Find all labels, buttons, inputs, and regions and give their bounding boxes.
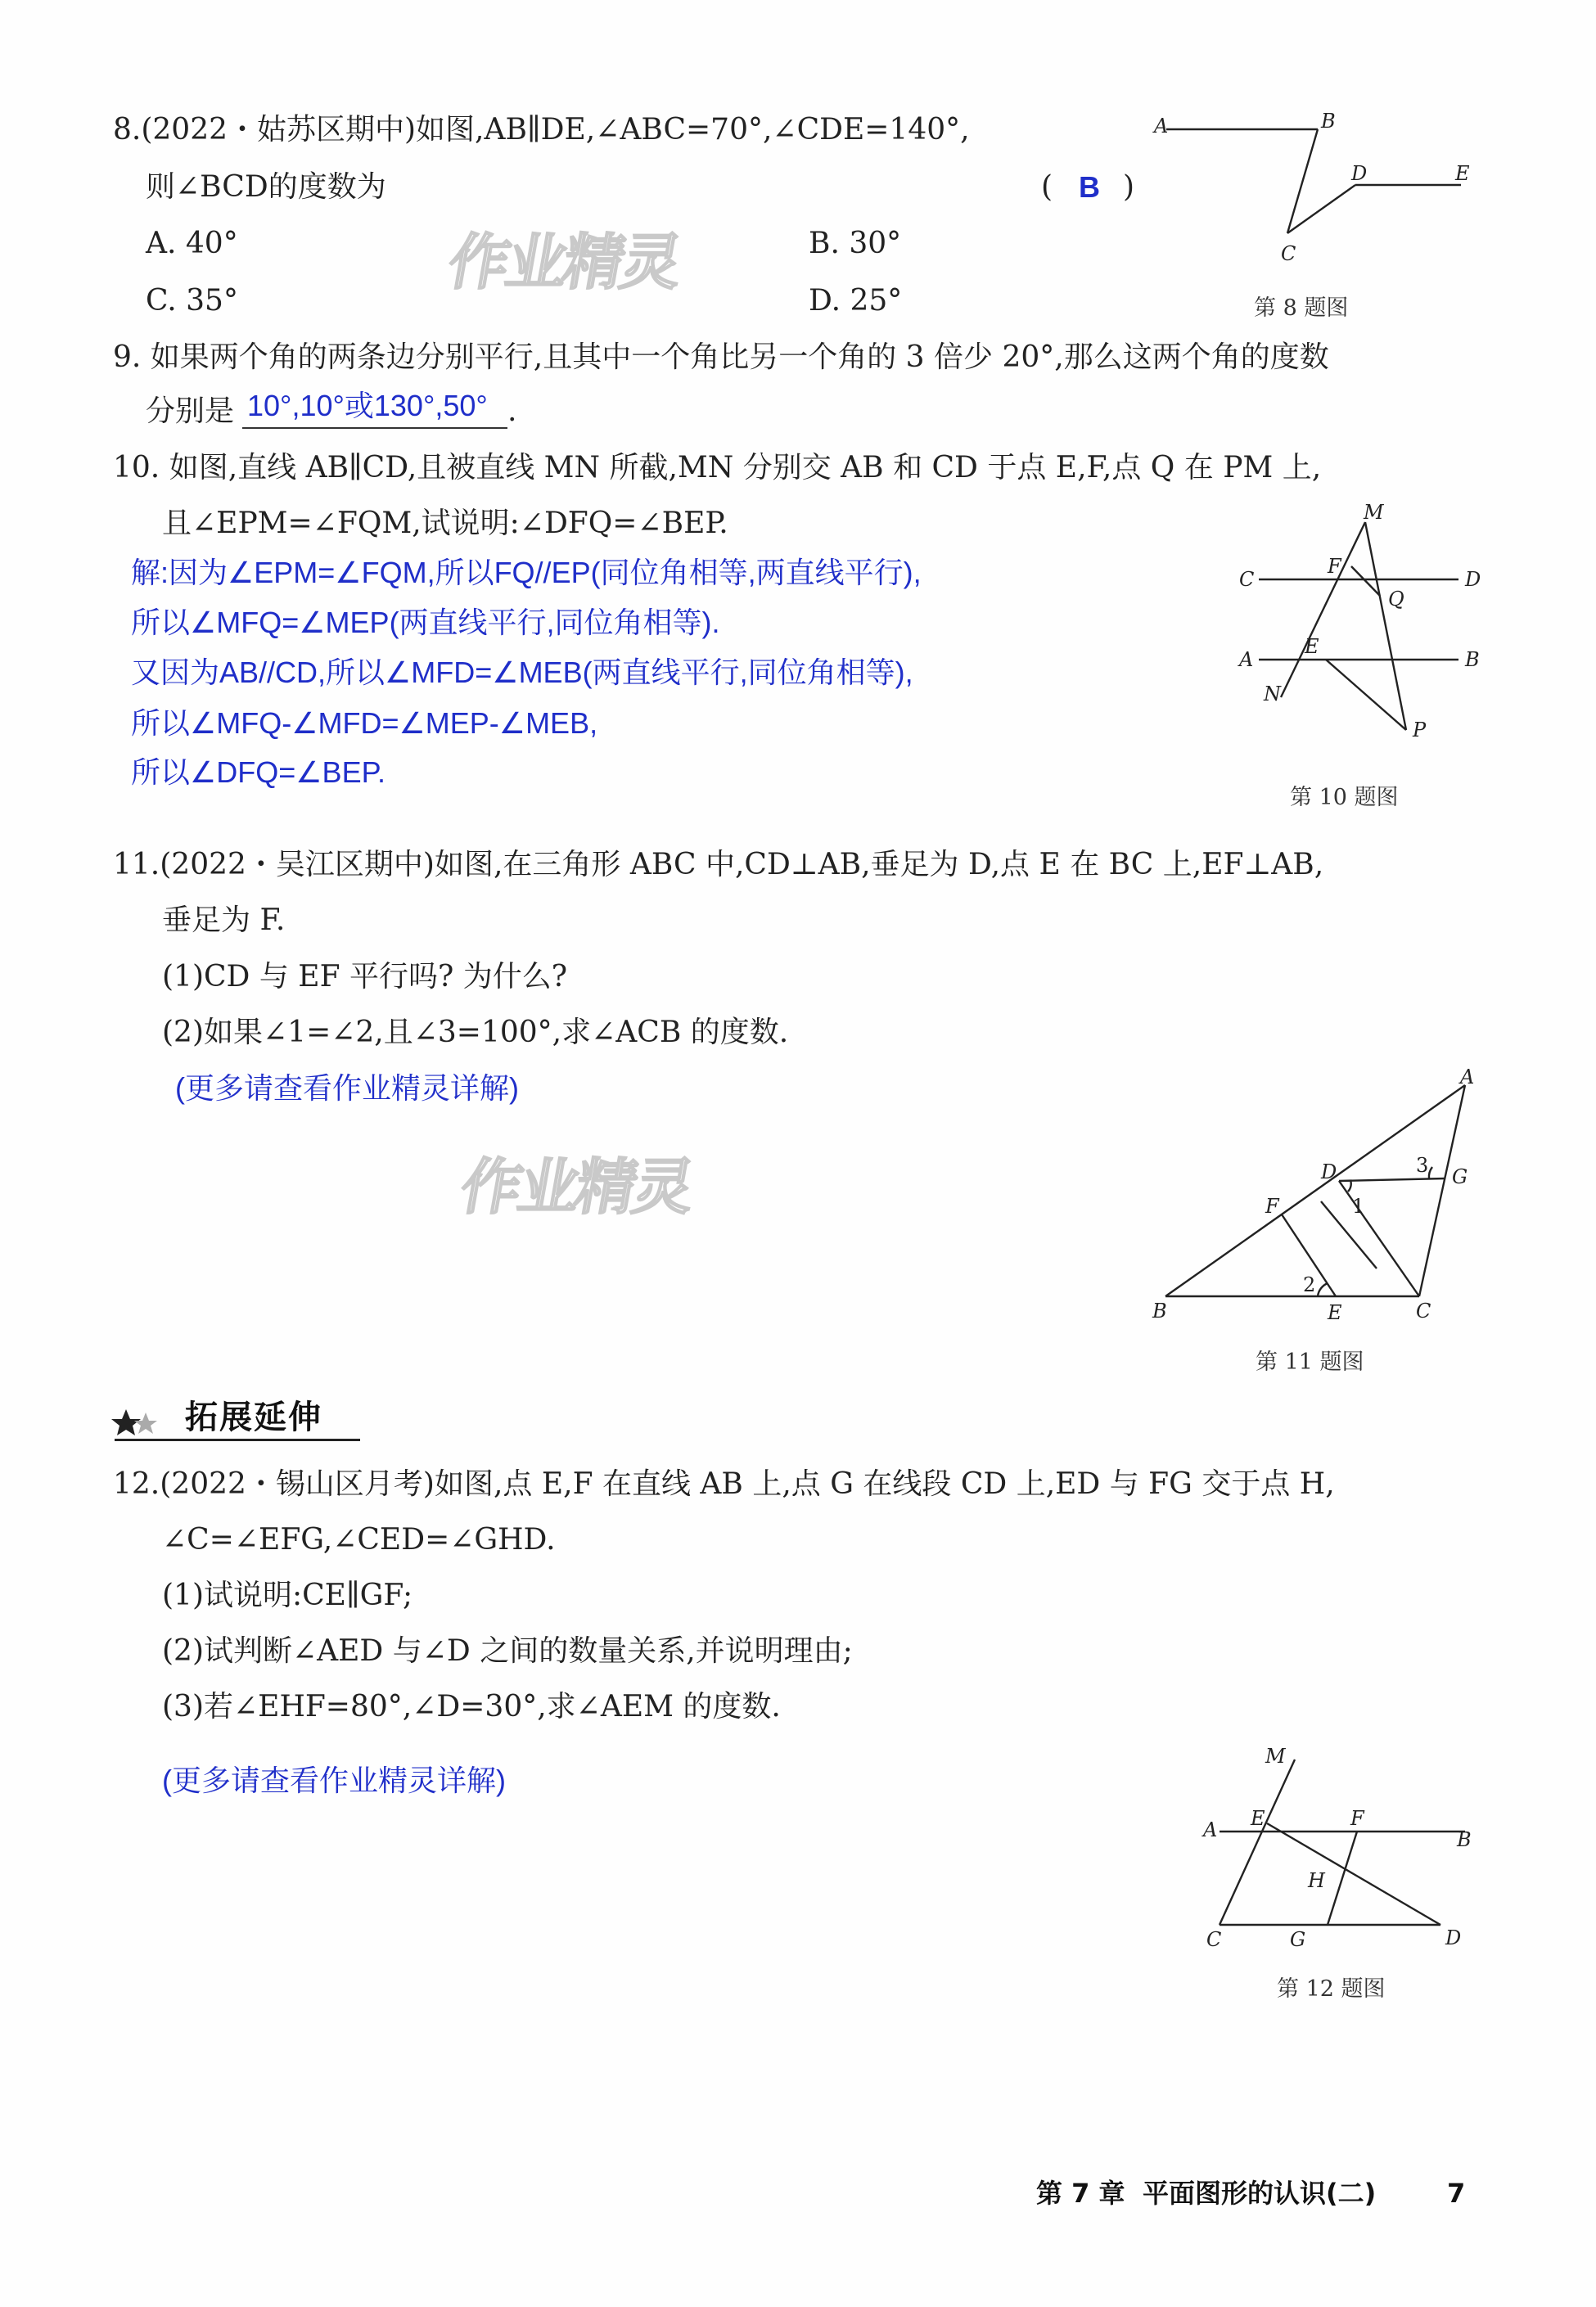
q12-sub3: (3)若∠EHF=80°,∠D=30°,求∠AEM 的度数. xyxy=(162,1690,781,1723)
angle-3-arc xyxy=(1429,1167,1432,1178)
q11-caption: 第 11 题图 xyxy=(1256,1350,1364,1375)
label-a: A xyxy=(1460,1066,1475,1088)
label-d: D xyxy=(1351,162,1368,185)
label-angle-1: 1 xyxy=(1352,1195,1365,1218)
label-a: A xyxy=(1154,115,1169,137)
line-d-mid xyxy=(1321,1201,1377,1268)
label-b: B xyxy=(1152,1300,1167,1322)
q12-figure xyxy=(1195,1743,1498,1956)
q8-caption: 第 8 题图 xyxy=(1254,295,1349,321)
q12-stem-line2: ∠C=∠EFG,∠CED=∠GHD. xyxy=(162,1523,556,1557)
label-c: C xyxy=(1239,568,1255,591)
section-star-icon xyxy=(110,1404,172,1437)
label-e: E xyxy=(1305,635,1319,658)
q9-stem-suffix: . xyxy=(507,394,517,428)
label-c: C xyxy=(1416,1300,1431,1322)
label-e: E xyxy=(1455,162,1470,185)
q10-solution-line4: 所以∠MFQ-∠MFD=∠MEP-∠MEB, xyxy=(131,706,598,740)
label-angle-3: 3 xyxy=(1416,1154,1429,1177)
q12-caption: 第 12 题图 xyxy=(1277,1976,1386,2002)
q12-sub2: (2)试判断∠AED 与∠D 之间的数量关系,并说明理由; xyxy=(162,1634,853,1668)
label-f: F xyxy=(1328,555,1341,578)
line-dg xyxy=(1339,1178,1445,1181)
label-d: D xyxy=(1445,1926,1462,1949)
label-m: M xyxy=(1364,501,1384,524)
label-p: P xyxy=(1413,719,1427,741)
label-b: B xyxy=(1457,1828,1472,1851)
label-h: H xyxy=(1308,1869,1325,1892)
q12-sub1: (1)试说明:CE∥GF; xyxy=(162,1579,413,1612)
q8-option-b: B. 30° xyxy=(809,227,902,260)
line-mc xyxy=(1220,1760,1295,1925)
label-d: D xyxy=(1465,568,1481,591)
label-b: B xyxy=(1465,648,1480,671)
label-g: G xyxy=(1452,1165,1468,1188)
q11-figure xyxy=(1146,1066,1490,1326)
q10-solution-line2: 所以∠MFQ=∠MEP(两直线平行,同位角相等). xyxy=(131,606,720,639)
q10-caption: 第 10 题图 xyxy=(1290,785,1399,810)
q8-option-c: C. 35° xyxy=(146,284,238,318)
q8-answer: B xyxy=(1079,170,1100,204)
q9-stem-prefix: 分别是 xyxy=(146,394,235,428)
label-a: A xyxy=(1203,1818,1218,1841)
label-f: F xyxy=(1350,1807,1364,1830)
label-n: N xyxy=(1264,683,1281,705)
line-ed xyxy=(1267,1823,1440,1925)
q10-figure xyxy=(1228,501,1490,745)
q10-stem-line1: 10. 如图,直线 AB∥CD,且被直线 MN 所截,MN 分别交 AB 和 CD 于点 E,F,点 Q 在 PM 上, xyxy=(113,451,1322,484)
label-b: B xyxy=(1321,110,1336,133)
section-underline xyxy=(115,1439,360,1441)
q9-answer-blank xyxy=(242,427,507,429)
q10-stem-line2: 且∠EPM=∠FQM,试说明:∠DFQ=∠BEP. xyxy=(162,507,728,540)
line-cd xyxy=(1287,185,1355,233)
watermark: 作业精灵 xyxy=(443,228,685,298)
line-fg xyxy=(1328,1832,1357,1925)
q11-more-link[interactable]: (更多请查看作业精灵详解) xyxy=(175,1071,519,1105)
section-title: 拓展延伸 xyxy=(185,1399,322,1436)
label-g: G xyxy=(1290,1928,1306,1951)
line-bc xyxy=(1287,129,1318,233)
label-a: A xyxy=(1239,648,1254,671)
footer-chapter: 第 7 章 xyxy=(1036,2178,1125,2209)
line-mn xyxy=(1281,522,1365,697)
watermark: 作业精灵 xyxy=(455,1152,697,1223)
q11-stem-line1: 11.(2022・吴江区期中)如图,在三角形 ABC 中,CD⊥AB,垂足为 D,点 E 在 BC 上,EF⊥AB, xyxy=(113,848,1324,881)
angle-2-arc xyxy=(1318,1283,1328,1296)
q9-stem-line1: 9. 如果两个角的两条边分别平行,且其中一个角比另一个角的 3 倍少 20°,那么这两个角的度数 xyxy=(113,340,1329,374)
label-c: C xyxy=(1281,242,1296,265)
angle-1-arc xyxy=(1348,1180,1351,1192)
q11-stem-line2: 垂足为 F. xyxy=(162,903,286,937)
label-d: D xyxy=(1321,1160,1337,1183)
line-ca xyxy=(1419,1085,1465,1296)
q10-solution-line5: 所以∠DFQ=∠BEP. xyxy=(131,755,385,789)
q8-stem-line2: 则∠BCD的度数为 xyxy=(146,170,386,204)
page-number: 7 xyxy=(1447,2178,1466,2209)
label-c: C xyxy=(1206,1928,1222,1951)
q8-option-a: A. 40° xyxy=(146,227,238,260)
label-m: M xyxy=(1265,1745,1286,1768)
q10-solution-line1: 解:因为∠EPM=∠FQM,所以FQ//EP(同位角相等,两直线平行), xyxy=(131,556,922,589)
label-angle-2: 2 xyxy=(1303,1273,1316,1296)
q12-more-link[interactable]: (更多请查看作业精灵详解) xyxy=(162,1764,506,1797)
label-f: F xyxy=(1265,1195,1279,1218)
q11-sub1: (1)CD 与 EF 平行吗? 为什么? xyxy=(162,960,568,994)
label-e: E xyxy=(1251,1807,1265,1830)
q8-stem-line1: 8.(2022・姑苏区期中)如图,AB∥DE,∠ABC=70°,∠CDE=140°, xyxy=(113,113,970,146)
label-q: Q xyxy=(1388,588,1404,611)
footer-chapter-title: 平面图形的认识(二) xyxy=(1143,2178,1377,2209)
label-e: E xyxy=(1328,1301,1342,1324)
q10-solution-line3: 又因为AB//CD,所以∠MFD=∠MEB(两直线平行,同位角相等), xyxy=(131,656,913,689)
q12-stem-line1: 12.(2022・锡山区月考)如图,点 E,F 在直线 AB 上,点 G 在线段 CD 上,ED 与 FG 交于点 H, xyxy=(113,1467,1335,1501)
q9-answer: 10°,10°或130°,50° xyxy=(247,389,488,422)
q8-figure xyxy=(1146,106,1490,278)
q11-sub2: (2)如果∠1=∠2,且∠3=100°,求∠ACB 的度数. xyxy=(162,1016,789,1049)
q8-paren-close: ) xyxy=(1123,170,1135,204)
q8-paren-open: ( xyxy=(1041,170,1053,204)
q8-option-d: D. 25° xyxy=(809,284,903,318)
